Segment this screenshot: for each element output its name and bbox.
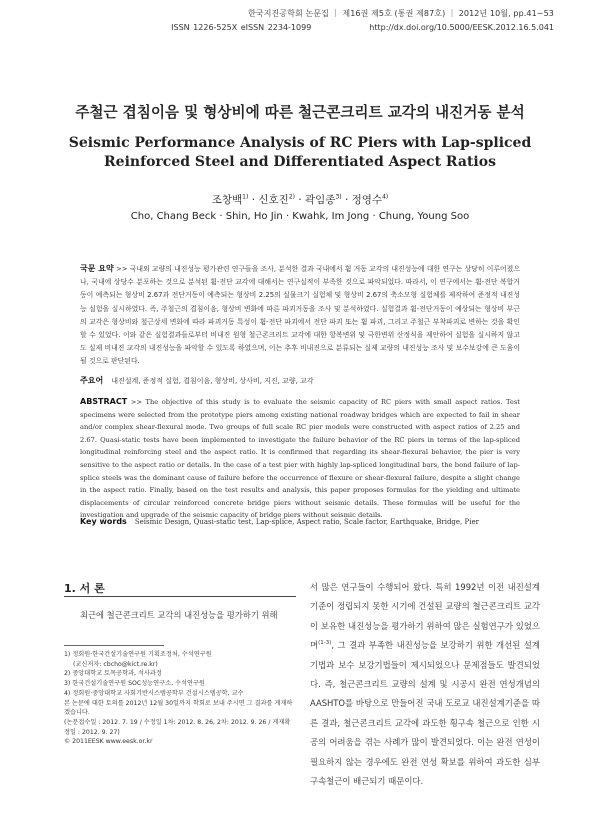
footnote-divider — [64, 645, 164, 646]
journal-info: 한국지진공학회 논문집 ｜ 제16권 제5호 (통권 제87호) ｜ 2012년 10월, pp.41~53 — [248, 9, 554, 18]
korean-keywords-label: 주요어 — [80, 376, 104, 385]
discussion-note: 본 논문에 대한 토의를 2012년 12월 30일까지 학회로 보내 주시면 그 결과를 게재하겠습니다. — [64, 699, 293, 717]
intro-text: , 그 결과 부족한 내진성능을 보강하기 위한 개선된 설계기법과 보수 보강기법들이 제시되었으나 문제점들도 발견되었다. 즉, 철근콘크리트 교량의 설계 및 시공시 완전 연성개념의 AASHTO를 바탕으로 만들어진 국내 도로교 내진설계기준을 따른 결과, 철근콘크리트 교각에 과도한 횡구속 철근으로 인한 시공의 어려움을 겪는 사례가 많이 발견되었다. 이는 완전 연성이 필요하지 않는 경우에도 완전 연성 확보를 위하여 과도한 심부 구속철근이 배근되기 때문이다. — [310, 640, 540, 787]
author-affiliation-mark: 2) — [288, 193, 295, 201]
copyright: © 2011EESK www.eesk.or.kr — [64, 738, 153, 746]
footnote: 2) 중앙대학교 토목공학과, 석사과정 — [64, 670, 162, 678]
citation: (1-3) — [318, 640, 332, 647]
author-affiliation-mark: 4) — [382, 193, 389, 201]
author-name: 곽임종 — [305, 194, 336, 206]
english-abstract-text: The objective of this study is to evaluate the seismic capacity of RC piers with small aspect ratios. Test specimens were selected from the prototype piers among existing national roadway bridges which are expected to fail in shear and/or complex shear-flexural mode. Two groups of full scale RC pier models were constructed with aspect ratios of 2.25 and 2.67. Quasi-static tests have been implemented to investigate the failure behavior of the RC piers in terms of the lap-spliced longitudinal reinforcing steel and the aspect ratio. It is confirmed that regarding its shear-flexural behavior, the pier is very sensitive to the aspect ratio or details. In the case of a test pier with highly lap-spliced longitudinal bars, the bond failure of lap-splice steels was the dominant cause of failure before the occurrence of flexure or shear-flexural failure, despite a slight change in the aspect ratio. Finally, based on the test results and analysis, this paper proposes formulas for the yielding and ultimate displacements of circular reinforced concrete bridge piers without seismic details. These formulas will be useful for the investigation and upgrade of the seismic capacity of bridge piers without seismic details. — [80, 398, 520, 520]
submission-dates: (논문접수일 : 2012. 7. 19 / 수정일 1차: 2012. 8. 26, 2차: 2012. 9. 26 / 게재확정일 : 2012. 9. 27) — [64, 718, 291, 736]
footnote: 4) 정회원·중앙대학교 사회기반시스템공학부 건설시스템공학, 교수 — [64, 689, 244, 697]
author-separator: · — [251, 194, 256, 206]
footnote: 1) 정회원·한국건설기술연구원 기획조정처, 수석연구원 — [64, 651, 212, 658]
author-separator: · — [344, 194, 349, 206]
korean-title: 주철근 겹침이음 및 형상비에 따른 철근콘크리트 교각의 내진거동 분석 — [75, 104, 525, 121]
intro-paragraph-start: 최근에 철근콘크리트 교각의 내진성능을 평가하기 위해 — [80, 610, 278, 620]
author-name: 신호진 — [258, 194, 289, 206]
korean-abstract — [80, 262, 520, 369]
author-affiliation-mark: 3) — [335, 193, 342, 201]
authors-korean — [0, 192, 600, 207]
author-affiliation-mark: 1) — [242, 193, 249, 201]
identifier-line — [171, 23, 554, 32]
korean-keywords — [80, 375, 520, 386]
english-title — [0, 134, 600, 172]
footnote-contact: (교신저자: cbcho@kict.re.kr) — [73, 660, 158, 668]
english-abstract — [80, 396, 520, 522]
english-keywords-label: Key words — [80, 517, 127, 526]
section-rule — [64, 596, 296, 597]
author-separator: · — [298, 194, 302, 206]
korean-abstract-label: 국문 요약 — [80, 264, 114, 273]
english-abstract-label: ABSTRACT — [80, 397, 128, 406]
intro-text: 서 많은 연구들이 수행되어 왔다. 특히 1992년 이전 내진설계기준이 정립되지 못한 시기에 건설된 교량의 철근콘크리트 교각이 보유한 내진성능을 평가하기 위하여 많은 실험연구가 있었으며 — [310, 582, 540, 651]
issn: ISSN 1226-525X eISSN 2234-1099 — [171, 23, 312, 32]
footnote: 3) 한국건설기술연구원 SOC성능연구소, 수석연구원 — [64, 680, 205, 688]
english-keywords-text: Seismic Design, Quasi-static test, Lap-splice, Aspect ratio, Scale factor, Earthquake, Bridge, Pier — [134, 518, 479, 526]
english-title-line2: Reinforced Steel and Differentiated Aspect Ratios — [104, 154, 496, 170]
english-title-line1: Seismic Performance Analysis of RC Piers with Lap-spliced — [68, 135, 532, 151]
korean-keywords-text: 내진설계, 준정적 실험, 겹침이음, 형상비, 상사비, 지진, 교량, 교각 — [111, 377, 314, 385]
author-name: 정영수 — [351, 194, 383, 206]
intro-body-right-column — [310, 578, 540, 791]
authors-english: Cho, Chang Beck · Shin, Ho Jin · Kwahk, Im Jong · Chung, Young Soo — [130, 211, 470, 222]
section-heading: 1. 서 론 — [64, 582, 105, 595]
abstract-marker: >> — [130, 398, 142, 406]
author-name: 조창백 — [211, 194, 243, 206]
abstract-marker: >> — [115, 265, 128, 273]
korean-abstract-text: 국내외 교량의 내진성능 평가관련 연구들을 조사, 분석한 결과 국내에서 휨 거동 교각의 내진성능에 대한 연구는 상당히 이루어졌으나, 국내에 상당수 분포하는 것으로 분석된 휨-전단 교각에 대해서는 연구실적이 부족한 것으로 파악되었다. 따라서, 이 연구에서는 휨-전단 복합거동이 예측되는 형상비 2.67과 전단거동이 예측되는 형상비 2.25의 실물크기 실험체 및 형상비 2.67의 축소모형 실험체를 제작하여 준정적 내진성능 실험을 실시하였다. 즉, 주철근의 겹침이음, 형상비 변화에 따른 파괴거동을 조사 및 분석하였다. 실험결과 휨-전단거동이 예상되는 형상비 부근의 교각은 형상비와 철근상세 변화에 따라 파괴거동 특성이 휨-전단 파괴에서 전단 파괴 또는 휨 파괴, 그리고 주철근 부착파괴로 변하는 것을 확인할 수 있었다. 이와 같은 실험결과들로부터 비내진 원형 철근콘크리트 교각에 대한 항복변위 및 극한변위 산정식을 제안하여 실험을 실시하지 않고도 실제 비내진 교각의 내진성능을 파악할 수 있도록 하였으며, 이는 추후 비내진으로 분류되는 실제 교량의 내진성능 조사 및 보수보강에 큰 도움이 될 것으로 판단된다. — [80, 265, 520, 366]
english-keywords — [80, 517, 520, 526]
footnotes — [64, 650, 296, 747]
doi-link[interactable]: http://dx.doi.org/10.5000/EESK.2012.16.5.041 — [369, 23, 554, 32]
